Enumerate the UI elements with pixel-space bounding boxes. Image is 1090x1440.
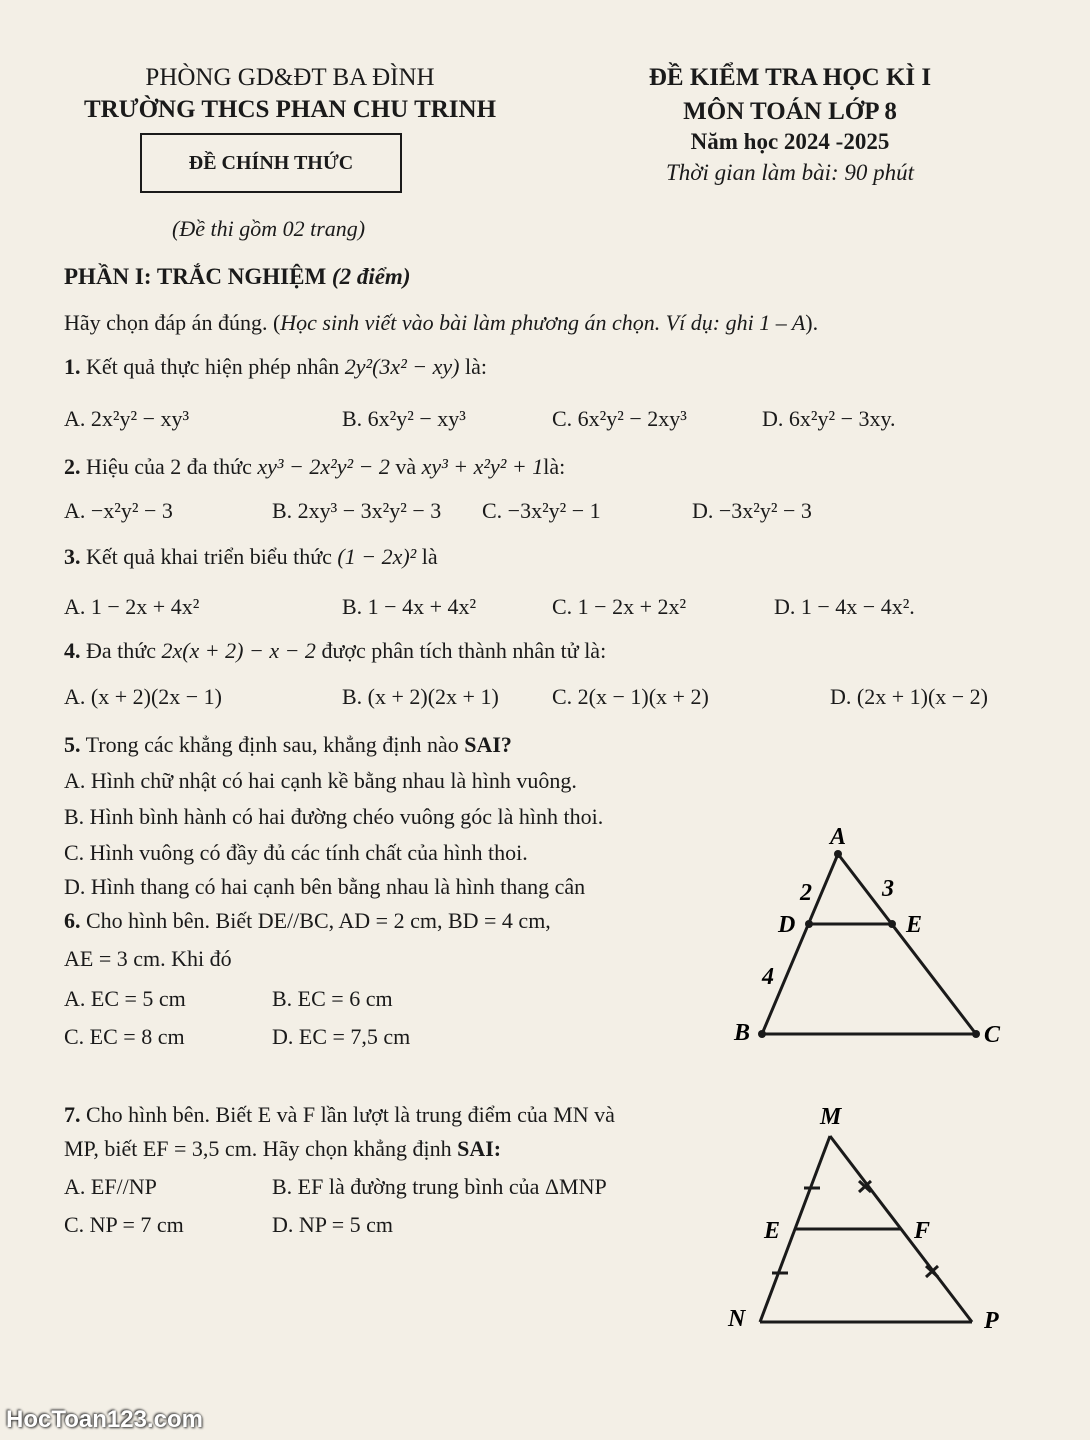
label-a: A <box>830 824 847 850</box>
q6-number: 6. <box>64 908 81 933</box>
q6-triangle-figure <box>720 820 1020 1060</box>
subject: MÔN TOÁN LỚP 8 <box>683 98 897 125</box>
q4-option-d: D. (2x + 1)(x − 2) <box>830 684 989 709</box>
length-ae: 3 <box>882 876 894 902</box>
q6-stem-line2: AE = 3 cm. Khi đó <box>64 946 232 971</box>
q3-option-a: A. 1 − 2x + 4x² <box>64 594 200 619</box>
part1-heading <box>64 264 410 290</box>
q5-text: Trong các khẳng định sau, khẳng định nào <box>85 732 459 757</box>
school-name: TRƯỜNG THCS PHAN CHU TRINH <box>83 96 497 123</box>
point-d <box>805 920 813 928</box>
point-b <box>758 1030 766 1038</box>
q5-stem <box>64 732 512 758</box>
q4-stem <box>64 638 606 664</box>
label-e: E <box>906 912 923 938</box>
q2-option-b: B. 2xy³ − 3x²y² − 3 <box>272 498 442 523</box>
part1-instructions <box>64 310 818 336</box>
q2-expression-2: xy³ + x²y² + 1 <box>421 454 544 479</box>
part1-points: (2 điểm) <box>331 264 411 289</box>
q6-stem-line1 <box>64 908 551 934</box>
label-f: F <box>914 1218 931 1244</box>
instr-end: ). <box>805 310 819 335</box>
q6-option-d: D. EC = 7,5 cm <box>272 1024 411 1049</box>
q7-stem-line2 <box>64 1136 501 1162</box>
q3-option-b: B. 1 − 4x + 4x² <box>342 594 477 619</box>
instr-plain: Hãy chọn đáp án đúng. ( <box>64 310 281 335</box>
instr-italic: Học sinh viết vào bài làm phương án chọn. Ví dụ: ghi 1 – A <box>280 310 806 335</box>
q7-number: 7. <box>64 1102 81 1127</box>
q3-option-d: D. 1 − 4x − 4x². <box>774 594 915 619</box>
watermark: HocToan123.com <box>6 1406 203 1433</box>
q7-option-b: B. EF là đường trung bình của ΔMNP <box>272 1174 607 1199</box>
q5-option-d: D. Hình thang có hai cạnh bên bằng nhau là hình thang cân <box>64 874 586 899</box>
q5-emphasis: SAI? <box>464 732 512 757</box>
length-ad: 2 <box>800 880 812 906</box>
q4-number: 4. <box>64 638 81 663</box>
q7-text2a: MP, biết EF = 3,5 cm. Hãy chọn khẳng định <box>64 1136 452 1161</box>
q1-option-a: A. 2x²y² − xy³ <box>64 406 190 431</box>
q4-option-c: C. 2(x − 1)(x + 2) <box>552 684 709 709</box>
q7-text1: Cho hình bên. Biết E và F lần lượt là trung điểm của MN và <box>86 1102 615 1127</box>
q2-suffix: là: <box>543 454 566 479</box>
q7-stem-line1 <box>64 1102 615 1128</box>
q4-expression: 2x(x + 2) − x − 2 <box>161 638 316 663</box>
length-bd: 4 <box>762 964 774 990</box>
q4-option-a: A. (x + 2)(2x − 1) <box>64 684 223 709</box>
department-name: PHÒNG GD&ĐT BA ĐÌNH <box>145 64 435 91</box>
q3-text: Kết quả khai triển biểu thức <box>86 544 332 569</box>
q2-mid: và <box>395 454 417 479</box>
school-year: Năm học 2024 -2025 <box>690 129 890 154</box>
q4-text: Đa thức <box>86 638 156 663</box>
exam-title: ĐỀ KIỂM TRA HỌC KÌ I <box>648 64 932 91</box>
pages-note: (Đề thi gồm 02 trang) <box>172 216 366 241</box>
q1-number: 1. <box>64 354 81 379</box>
point-c <box>972 1030 980 1038</box>
q1-text: Kết quả thực hiện phép nhân <box>86 354 340 379</box>
q6-option-b: B. EC = 6 cm <box>272 986 393 1011</box>
part1-title: PHẦN I: TRẮC NGHIỆM <box>64 264 327 289</box>
q2-expression-1: xy³ − 2x²y² − 2 <box>257 454 390 479</box>
official-label: ĐỀ CHÍNH THỨC <box>188 151 354 174</box>
q2-option-c: C. −3x²y² − 1 <box>482 498 601 523</box>
q1-stem <box>64 354 487 380</box>
q3-option-c: C. 1 − 2x + 2x² <box>552 594 687 619</box>
q1-option-c: C. 6x²y² − 2xy³ <box>552 406 687 431</box>
q7-option-a: A. EF//NP <box>64 1174 157 1199</box>
q5-option-a: A. Hình chữ nhật có hai cạnh kề bằng nhau là hình vuông. <box>64 768 577 793</box>
q5-option-c: C. Hình vuông có đầy đủ các tính chất của hình thoi. <box>64 840 528 865</box>
side-ac <box>838 854 976 1034</box>
q1-suffix: là: <box>465 354 487 379</box>
q2-option-d: D. −3x²y² − 3 <box>692 498 812 523</box>
point-e <box>888 920 896 928</box>
q5-option-b: B. Hình bình hành có hai đường chéo vuông góc là hình thoi. <box>64 804 604 829</box>
q2-stem <box>64 454 565 480</box>
q2-option-a: A. −x²y² − 3 <box>64 498 173 523</box>
label-c: C <box>984 1022 1001 1048</box>
official-exam-box <box>140 133 402 193</box>
q7-option-d: D. NP = 5 cm <box>272 1212 393 1237</box>
q1-option-b: B. 6x²y² − xy³ <box>342 406 466 431</box>
q2-text: Hiệu của 2 đa thức <box>86 454 252 479</box>
q4-option-b: B. (x + 2)(2x + 1) <box>342 684 499 709</box>
label-p: P <box>984 1308 999 1334</box>
q5-number: 5. <box>64 732 81 757</box>
q3-stem <box>64 544 438 570</box>
label-d: D <box>778 912 796 938</box>
q4-suffix: được phân tích thành nhân tử là: <box>321 638 607 663</box>
label-n: N <box>728 1306 746 1332</box>
label-m: M <box>820 1104 842 1130</box>
q6-option-c: C. EC = 8 cm <box>64 1024 185 1049</box>
label-e: E <box>764 1218 781 1244</box>
q1-expression: 2y²(3x² − xy) <box>344 354 460 379</box>
q3-expression: (1 − 2x)² <box>337 544 417 569</box>
label-b: B <box>734 1020 751 1046</box>
q7-emphasis: SAI: <box>457 1136 502 1161</box>
time-allowed: Thời gian làm bài: 90 phút <box>665 160 915 185</box>
q6-option-a: A. EC = 5 cm <box>64 986 186 1011</box>
q3-number: 3. <box>64 544 81 569</box>
q2-number: 2. <box>64 454 81 479</box>
q7-triangle-figure <box>716 1096 1016 1346</box>
q7-option-c: C. NP = 7 cm <box>64 1212 184 1237</box>
point-a <box>834 850 842 858</box>
q3-suffix: là <box>421 544 438 569</box>
q1-option-d: D. 6x²y² − 3xy. <box>762 406 896 431</box>
q6-text1: Cho hình bên. Biết DE//BC, AD = 2 cm, BD = 4 cm, <box>86 908 551 933</box>
